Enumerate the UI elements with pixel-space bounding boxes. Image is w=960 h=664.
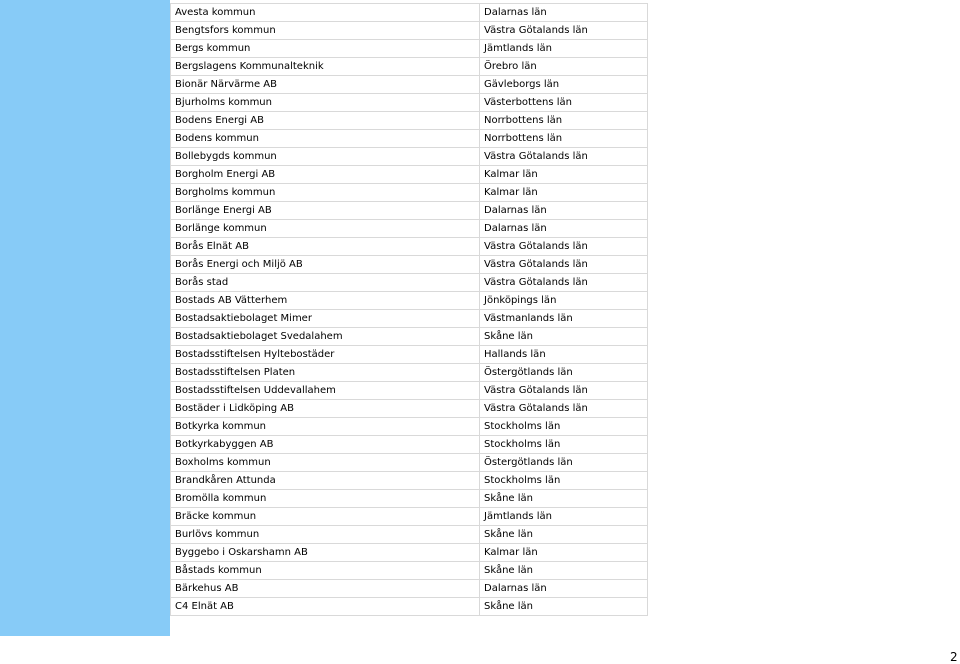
organization-cell: Burlövs kommun (171, 526, 480, 544)
table-row (171, 130, 648, 148)
county-cell: Västmanlands län (480, 310, 648, 328)
table-row (171, 22, 648, 40)
organization-cell: Borgholm Energi AB (171, 166, 480, 184)
county-cell: Jämtlands län (480, 40, 648, 58)
table-row (171, 454, 648, 472)
page-number: 2 (950, 650, 958, 664)
table-row (171, 382, 648, 400)
organization-cell: Bostäder i Lidköping AB (171, 400, 480, 418)
table-row (171, 526, 648, 544)
organization-cell: Bromölla kommun (171, 490, 480, 508)
organization-cell: Bräcke kommun (171, 508, 480, 526)
organization-cell: Botkyrka kommun (171, 418, 480, 436)
county-cell: Stockholms län (480, 436, 648, 454)
county-cell: Skåne län (480, 562, 648, 580)
organization-cell: Bodens Energi AB (171, 112, 480, 130)
organization-cell: Botkyrkabyggen AB (171, 436, 480, 454)
organization-cell: Bostadsstiftelsen Uddevallahem (171, 382, 480, 400)
table-row (171, 346, 648, 364)
table-row (171, 4, 648, 22)
county-cell: Dalarnas län (480, 580, 648, 598)
table-row (171, 94, 648, 112)
county-cell: Dalarnas län (480, 220, 648, 238)
organization-cell: Bengtsfors kommun (171, 22, 480, 40)
organization-cell: Borås stad (171, 274, 480, 292)
county-cell: Skåne län (480, 526, 648, 544)
organization-cell: Bostadsaktiebolaget Svedalahem (171, 328, 480, 346)
county-cell: Västra Götalands län (480, 400, 648, 418)
organization-cell: Bärkehus AB (171, 580, 480, 598)
table-row (171, 274, 648, 292)
organization-cell: Bergs kommun (171, 40, 480, 58)
organization-cell: Borås Energi och Miljö AB (171, 256, 480, 274)
table-row (171, 490, 648, 508)
table-row (171, 580, 648, 598)
organization-table (170, 3, 647, 634)
table-body (171, 4, 648, 616)
table-row (171, 310, 648, 328)
county-cell: Kalmar län (480, 166, 648, 184)
county-cell: Norrbottens län (480, 112, 648, 130)
county-cell: Örebro län (480, 58, 648, 76)
organization-cell: Byggebo i Oskarshamn AB (171, 544, 480, 562)
organization-cell: Borgholms kommun (171, 184, 480, 202)
county-cell: Norrbottens län (480, 130, 648, 148)
table-row (171, 220, 648, 238)
organization-cell: Borlänge Energi AB (171, 202, 480, 220)
table-row (171, 184, 648, 202)
organization-cell: Brandkåren Attunda (171, 472, 480, 490)
table-row (171, 328, 648, 346)
county-cell: Skåne län (480, 598, 648, 616)
county-cell: Västra Götalands län (480, 238, 648, 256)
county-cell: Stockholms län (480, 418, 648, 436)
county-cell: Jämtlands län (480, 508, 648, 526)
county-cell: Dalarnas län (480, 202, 648, 220)
table-row (171, 562, 648, 580)
county-cell: Skåne län (480, 490, 648, 508)
table-row (171, 148, 648, 166)
county-cell: Västra Götalands län (480, 22, 648, 40)
organization-cell: Bostadsstiftelsen Hyltebostäder (171, 346, 480, 364)
county-cell: Västra Götalands län (480, 148, 648, 166)
county-cell: Skåne län (480, 328, 648, 346)
table-row (171, 436, 648, 454)
table-row (171, 418, 648, 436)
county-cell: Jönköpings län (480, 292, 648, 310)
organization-cell: Avesta kommun (171, 4, 480, 22)
organization-cell: Boxholms kommun (171, 454, 480, 472)
table-row (171, 508, 648, 526)
organization-cell: Båstads kommun (171, 562, 480, 580)
table-row (171, 40, 648, 58)
organization-cell: Bostads AB Vätterhem (171, 292, 480, 310)
table-row (171, 598, 648, 616)
organization-cell: Bostadsaktiebolaget Mimer (171, 310, 480, 328)
table-row (171, 364, 648, 382)
county-cell: Västerbottens län (480, 94, 648, 112)
county-cell: Västra Götalands län (480, 256, 648, 274)
county-cell: Hallands län (480, 346, 648, 364)
county-cell: Kalmar län (480, 544, 648, 562)
organization-cell: Borås Elnät AB (171, 238, 480, 256)
county-cell: Västra Götalands län (480, 382, 648, 400)
county-cell: Västra Götalands län (480, 274, 648, 292)
left-color-band (0, 0, 170, 636)
table-row (171, 544, 648, 562)
organization-cell: Bollebygds kommun (171, 148, 480, 166)
table-row (171, 58, 648, 76)
county-cell: Stockholms län (480, 472, 648, 490)
county-cell: Kalmar län (480, 184, 648, 202)
table-row (171, 112, 648, 130)
table-row (171, 166, 648, 184)
organization-cell: Bergslagens Kommunalteknik (171, 58, 480, 76)
table-row (171, 256, 648, 274)
organization-cell: Bostadsstiftelsen Platen (171, 364, 480, 382)
table-row (171, 238, 648, 256)
county-cell: Gävleborgs län (480, 76, 648, 94)
table-row (171, 292, 648, 310)
table-row (171, 76, 648, 94)
organization-cell: C4 Elnät AB (171, 598, 480, 616)
table-row (171, 202, 648, 220)
organization-cell: Borlänge kommun (171, 220, 480, 238)
table-row (171, 400, 648, 418)
table-row (171, 472, 648, 490)
county-cell: Dalarnas län (480, 4, 648, 22)
organization-cell: Bjurholms kommun (171, 94, 480, 112)
organization-cell: Bodens kommun (171, 130, 480, 148)
county-cell: Östergötlands län (480, 454, 648, 472)
organization-cell: Bionär Närvärme AB (171, 76, 480, 94)
organization-county-table (170, 3, 648, 616)
county-cell: Östergötlands län (480, 364, 648, 382)
